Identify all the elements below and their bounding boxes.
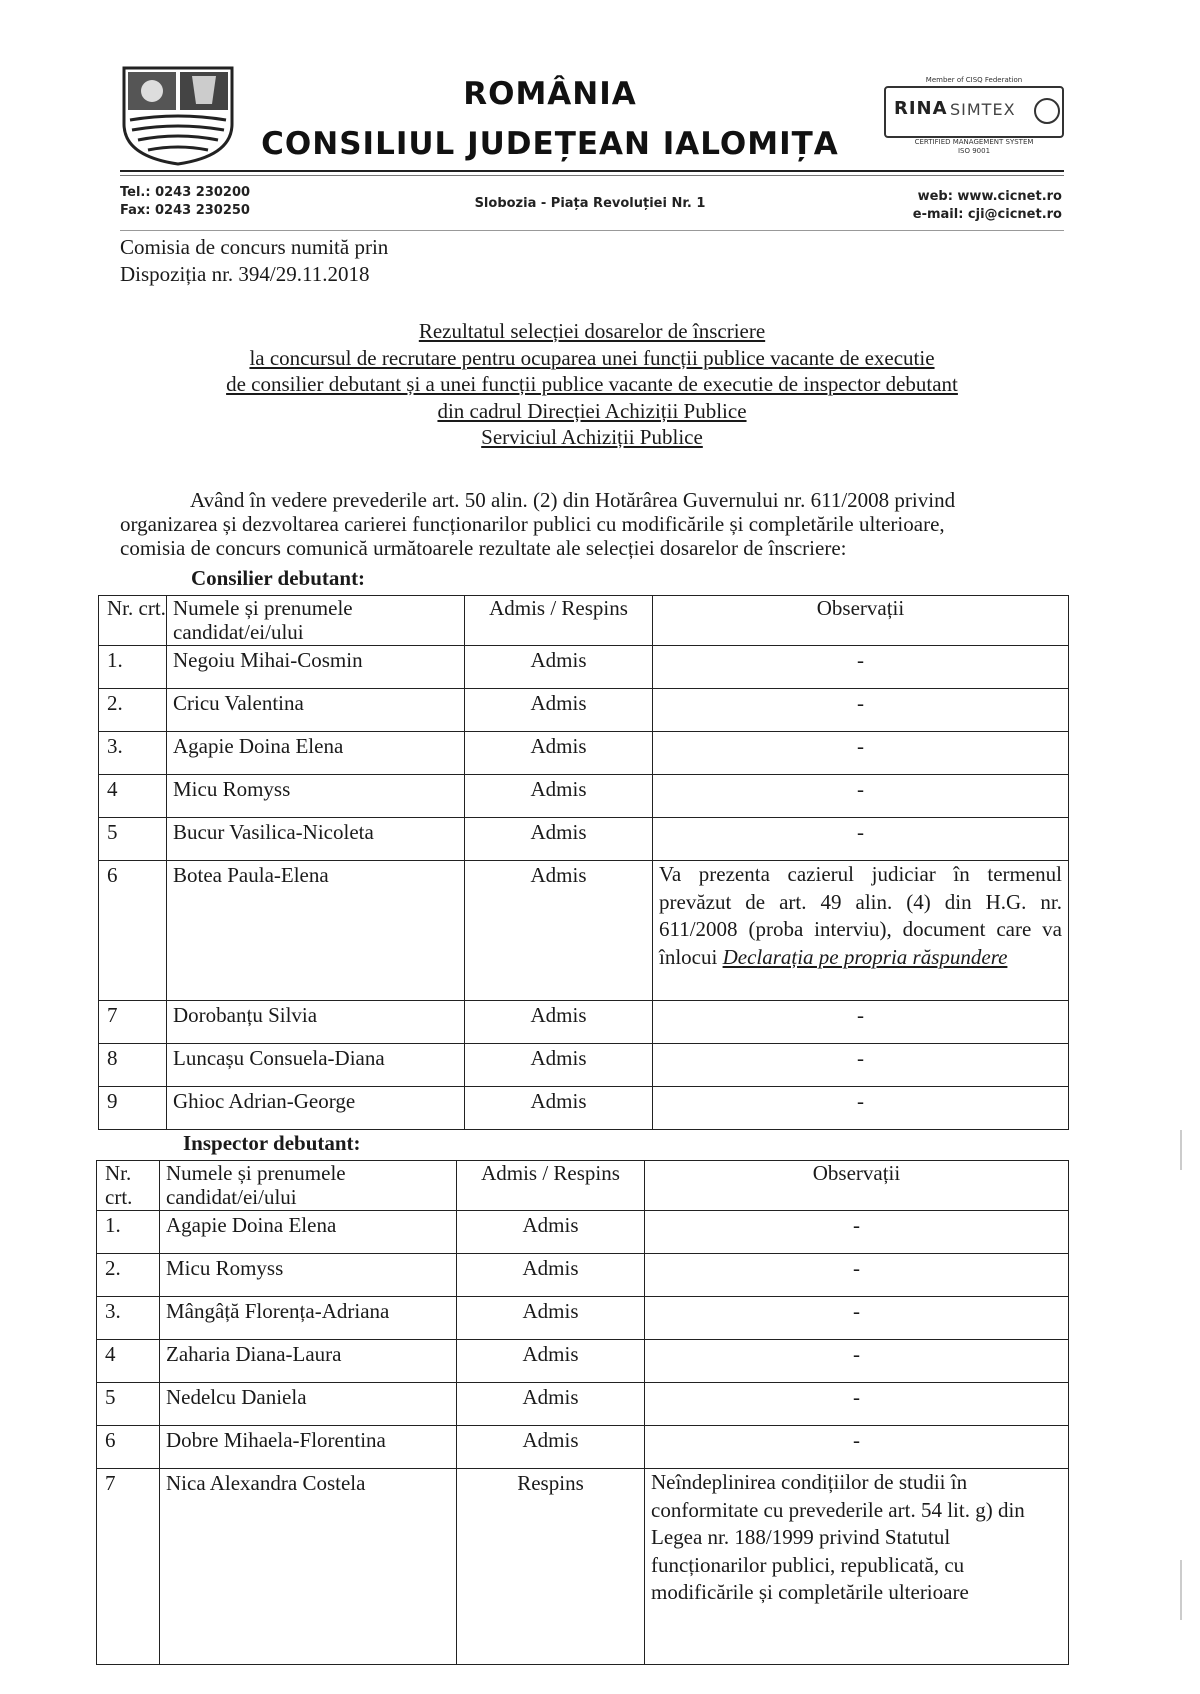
table-row — [97, 1254, 1069, 1297]
row-status: Admis — [465, 646, 653, 689]
table-row — [99, 732, 1069, 775]
row-status: Respins — [457, 1469, 645, 1665]
table-row — [99, 1087, 1069, 1130]
row-nr: 7 — [97, 1469, 160, 1665]
header-name: Numele și prenumele candidat/ei/ului — [160, 1161, 457, 1211]
row-obs: - — [653, 1001, 1069, 1044]
header-nr: Nr. crt. — [99, 596, 167, 646]
row-nr: 4 — [97, 1340, 160, 1383]
header-nr: Nr. crt. — [97, 1161, 160, 1211]
row-obs: - — [653, 732, 1069, 775]
row-status: Admis — [457, 1340, 645, 1383]
row-nr: 5 — [97, 1383, 160, 1426]
document-title — [120, 318, 1064, 451]
web-email — [780, 188, 1062, 224]
row-status: Admis — [457, 1426, 645, 1469]
header-status: Admis / Respins — [465, 596, 653, 646]
fax-number: Fax: 0243 230250 — [120, 203, 250, 218]
scan-margin-mark — [1180, 1130, 1182, 1170]
row-obs — [653, 861, 1069, 1001]
row-name: Dorobanțu Silvia — [167, 1001, 465, 1044]
phone-fax — [120, 184, 250, 220]
title-line-1: Rezultatul selecției dosarelor de înscriere — [418, 319, 766, 343]
row-status: Admis — [465, 1001, 653, 1044]
row-obs: - — [645, 1340, 1069, 1383]
row-status: Admis — [465, 818, 653, 861]
row-obs: - — [653, 689, 1069, 732]
row-status: Admis — [465, 1044, 653, 1087]
row-name: Negoiu Mihai-Cosmin — [167, 646, 465, 689]
row-nr: 5 — [99, 818, 167, 861]
row-name: Luncașu Consuela-Diana — [167, 1044, 465, 1087]
row-status: Admis — [457, 1211, 645, 1254]
title-line-3: de consilier debutant și a unei funcții publice vacante de executie de inspector debutant — [226, 372, 958, 396]
title-line-4: din cadrul Direcției Achiziții Publice — [437, 398, 747, 423]
row-obs: - — [653, 1087, 1069, 1130]
row-nr: 6 — [99, 861, 167, 1001]
intro-line-1: Având în vedere prevederile art. 50 alin. (2) din Hotărârea Guvernului nr. 611/2008 privind — [190, 488, 956, 512]
row-name: Nedelcu Daniela — [160, 1383, 457, 1426]
row-nr: 9 — [99, 1087, 167, 1130]
table-row — [99, 861, 1069, 1001]
row-obs-italic: Declarația pe propria răspundere — [722, 944, 1008, 969]
row-name: Zaharia Diana-Laura — [160, 1340, 457, 1383]
disposition-line: Dispoziția nr. 394/29.11.2018 — [120, 262, 370, 286]
table-row — [99, 1001, 1069, 1044]
row-status: Admis — [465, 861, 653, 1001]
row-obs: - — [645, 1426, 1069, 1469]
row-status: Admis — [465, 775, 653, 818]
row-status: Admis — [465, 1087, 653, 1130]
row-status: Admis — [457, 1297, 645, 1340]
intro-paragraph — [120, 488, 1072, 560]
cert-box — [884, 86, 1064, 138]
title-line-2: la concursul de recrutare pentru ocuparea unei funcții publice vacante de executie — [249, 345, 935, 370]
row-name: Dobre Mihaela-Florentina — [160, 1426, 457, 1469]
email: e-mail: cji@cicnet.ro — [912, 207, 1062, 222]
row-nr: 2. — [99, 689, 167, 732]
row-name: Micu Romyss — [160, 1254, 457, 1297]
consilier-results-table — [98, 595, 1069, 1130]
row-nr: 2. — [97, 1254, 160, 1297]
row-obs: - — [645, 1211, 1069, 1254]
row-name: Bucur Vasilica-Nicoleta — [167, 818, 465, 861]
cert-rina: RINA — [894, 98, 948, 119]
consilier-section-title: Consilier debutant: — [191, 566, 366, 590]
table-row — [97, 1340, 1069, 1383]
row-obs: - — [645, 1254, 1069, 1297]
header-obs: Observații — [653, 596, 1069, 646]
table-row — [99, 689, 1069, 732]
row-obs: - — [653, 646, 1069, 689]
title-line-5: Serviciul Achiziții Publice — [481, 425, 703, 449]
row-nr: 1. — [99, 646, 167, 689]
table-row — [99, 775, 1069, 818]
row-status: Admis — [457, 1254, 645, 1297]
cert-system-text — [884, 138, 1064, 156]
row-nr: 1. — [97, 1211, 160, 1254]
certification-logo — [884, 76, 1064, 164]
council-title: CONSILIUL JUDEȚEAN IALOMIȚA — [261, 126, 839, 162]
cert-seal-icon — [1034, 98, 1060, 124]
row-nr: 3. — [97, 1297, 160, 1340]
row-name: Agapie Doina Elena — [160, 1211, 457, 1254]
row-obs-text: Va prezenta cazierul judiciar în termenul prevăzut de art. 49 alin. (4) din H.G. nr. 611/2008 (proba interviu), document care va înlocui — [659, 862, 1062, 969]
table-row — [97, 1383, 1069, 1426]
header-divider-thin — [120, 175, 1064, 176]
row-obs: - — [645, 1297, 1069, 1340]
row-name: Ghioc Adrian-George — [167, 1087, 465, 1130]
coat-of-arms-icon — [120, 64, 236, 166]
inspector-section-title: Inspector debutant: — [183, 1131, 361, 1155]
commission-line: Comisia de concurs numită prin — [120, 235, 389, 259]
table-header-row — [99, 596, 1069, 646]
contact-divider — [120, 230, 1064, 231]
row-obs: Neîndeplinirea condițiilor de studii în conformitate cu prevederile art. 54 lit. g) din Legea nr. 188/1999 privind Statutul funcționarilor publici, republicată, cu modificările și completările ulterioare — [645, 1469, 1069, 1665]
row-nr: 4 — [99, 775, 167, 818]
scan-margin-mark — [1180, 1560, 1182, 1620]
row-name: Micu Romyss — [167, 775, 465, 818]
header-status: Admis / Respins — [457, 1161, 645, 1211]
table-header-row — [97, 1161, 1069, 1211]
table-row — [99, 818, 1069, 861]
table-row — [99, 1044, 1069, 1087]
row-name: Nica Alexandra Costela — [160, 1469, 457, 1665]
row-status: Admis — [457, 1383, 645, 1426]
table-row — [97, 1426, 1069, 1469]
row-obs: - — [653, 775, 1069, 818]
row-nr: 6 — [97, 1426, 160, 1469]
address: Slobozia - Piața Revoluției Nr. 1 — [474, 196, 706, 211]
row-status: Admis — [465, 732, 653, 775]
inspector-results-table — [96, 1160, 1069, 1665]
row-obs: - — [653, 1044, 1069, 1087]
cert-iso-line: ISO 9001 — [957, 147, 991, 155]
row-nr: 3. — [99, 732, 167, 775]
table-row — [97, 1297, 1069, 1340]
row-name: Agapie Doina Elena — [167, 732, 465, 775]
table-row — [97, 1469, 1069, 1665]
row-name: Cricu Valentina — [167, 689, 465, 732]
row-nr: 7 — [99, 1001, 167, 1044]
cert-system-line: CERTIFIED MANAGEMENT SYSTEM — [914, 138, 1034, 146]
header-name: Numele și prenumele candidat/ei/ului — [167, 596, 465, 646]
commission-reference — [120, 234, 388, 288]
intro-line-2: organizarea și dezvoltarea carierei funcționarilor publici cu modificările și completările ulterioare, — [120, 512, 945, 536]
intro-line-3: comisia de concurs comunică următoarele rezultate ale selecției dosarelor de înscriere: — [120, 536, 847, 560]
row-nr: 8 — [99, 1044, 167, 1087]
row-name: Mângâță Florența-Adriana — [160, 1297, 457, 1340]
table-row — [99, 646, 1069, 689]
row-obs: - — [653, 818, 1069, 861]
table-row — [97, 1211, 1069, 1254]
country-title: ROMÂNIA — [463, 76, 637, 112]
header-obs: Observații — [645, 1161, 1069, 1211]
cert-federation-text: Member of CISQ Federation — [925, 76, 1023, 84]
cert-simtex: SIMTEX — [950, 100, 1016, 119]
phone-number: Tel.: 0243 230200 — [120, 185, 251, 200]
row-obs: - — [645, 1383, 1069, 1426]
row-status: Admis — [465, 689, 653, 732]
row-name: Botea Paula-Elena — [167, 861, 465, 1001]
header-divider — [120, 170, 1064, 172]
website: web: www.cicnet.ro — [917, 189, 1062, 204]
